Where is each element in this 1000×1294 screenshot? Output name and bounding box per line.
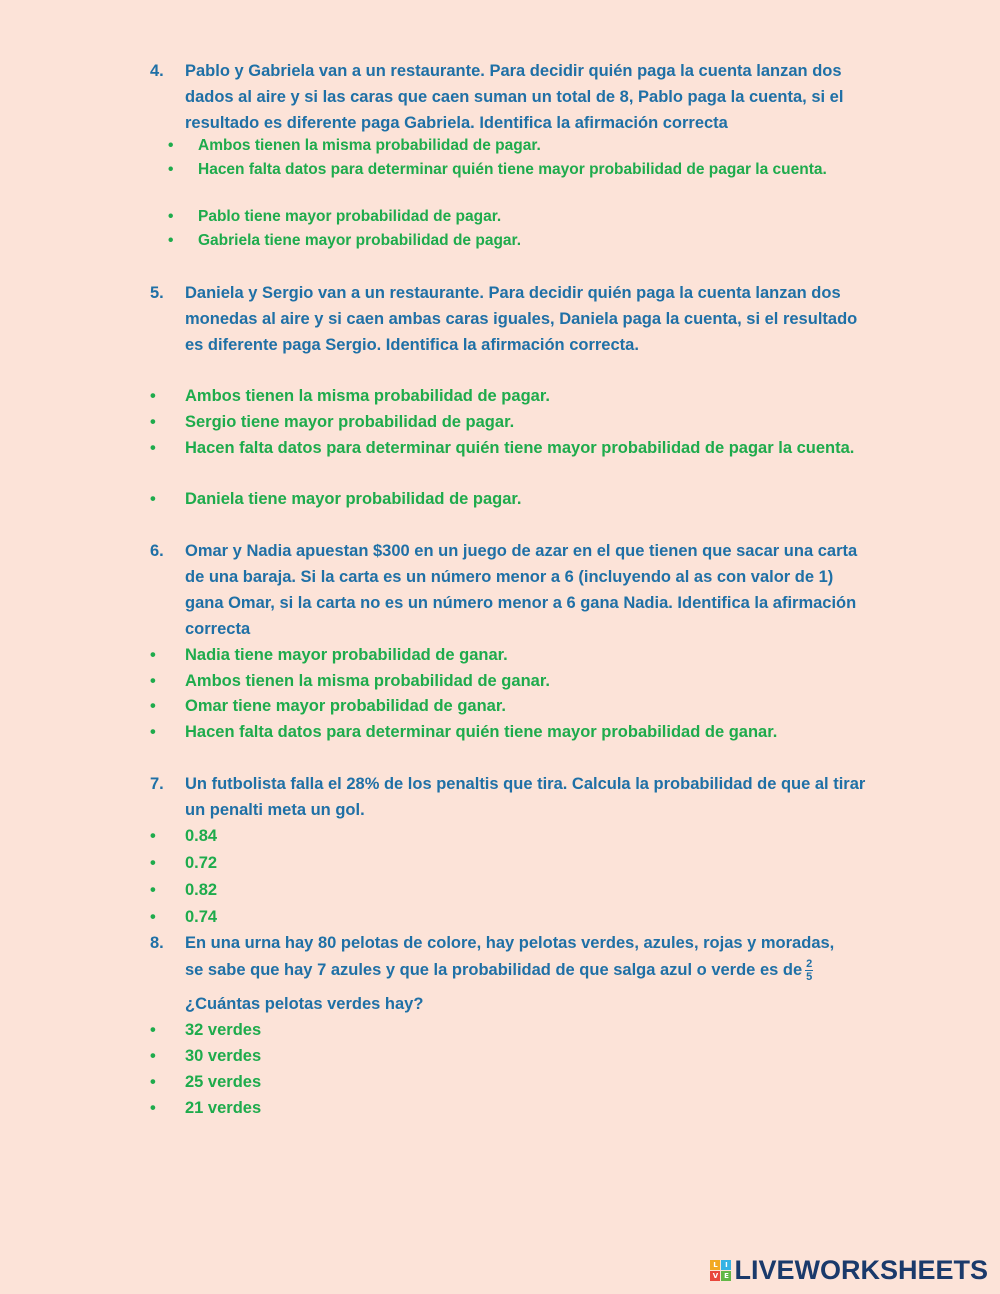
question-text: Pablo y Gabriela van a un restaurante. Para decidir quién paga la cuenta lanzan dos dados al aire y si las caras que caen suman un total de 8, Pablo paga la cuenta, si el resultado es diferente paga Gabriela. Identifica la afirmación correcta [185,62,844,132]
logo-letter: I [721,1260,731,1270]
question-number: 8. [150,934,164,952]
option-text: 21 verdes [185,1099,262,1117]
option[interactable] [150,134,870,158]
option[interactable] [150,1017,870,1043]
question-text: Un futbolista falla el 28% de los penaltis que tira. Calcula la probabilidad de que al tirar un penalti meta un gol. [185,775,866,819]
bullet: • [150,1021,156,1039]
option-text: Ambos tienen la misma probabilidad de ganar. [185,672,550,690]
option-text: Ambos tienen la misma probabilidad de pagar. [198,137,541,154]
question-text-line-2: se sabe que hay 7 azules y que la probabilidad de que salga azul o verde es de [185,961,803,979]
bullet: • [150,723,156,741]
logo-letter: E [721,1271,731,1281]
option[interactable] [150,158,870,182]
bullet: • [150,908,156,926]
option-text: Pablo tiene mayor probabilidad de pagar. [198,208,502,225]
question-text: Omar y Nadia apuestan $300 en un juego de azar en el que tienen que sacar una carta de una baraja. Si la carta es un número menor a 6 (incluyendo al as con valor de 1) gana Omar, si la carta no es un número menor a 6 gana Nadia. Identifica la afirmación correcta [185,542,858,638]
option[interactable] [150,435,870,461]
liveworksheets-logo [710,1256,988,1284]
question-number: 7. [150,775,164,793]
option[interactable] [150,1043,870,1069]
bullet: • [150,1073,156,1091]
logo-letter: L [710,1260,720,1270]
option[interactable] [150,850,870,876]
option[interactable] [150,383,870,409]
logo-text: LIVEWORKSHEETS [734,1254,988,1285]
bullet: • [168,208,174,225]
bullet: • [150,439,156,457]
option[interactable] [150,486,870,512]
bullet: • [150,881,156,899]
question-text-line-3: ¿Cuántas pelotas verdes hay? [185,995,424,1013]
bullet: • [150,827,156,845]
option-text: 32 verdes [185,1021,262,1039]
option[interactable] [150,642,870,668]
question-8-line-2 [150,957,870,983]
option-text: Daniela tiene mayor probabilidad de pagar. [185,490,522,508]
option[interactable] [150,1069,870,1095]
question-text-line-1: En una urna hay 80 pelotas de colore, hay pelotas verdes, azules, rojas y moradas, [185,934,835,952]
question-8-line-3 [150,991,870,1017]
option-text: Gabriela tiene mayor probabilidad de pagar. [198,232,522,249]
option[interactable] [150,229,870,253]
question-5 [150,280,870,358]
option-text: 0.72 [185,854,218,872]
option-text: Hacen falta datos para determinar quién tiene mayor probabilidad de ganar. [185,723,778,741]
bullet: • [150,1047,156,1065]
bullet: • [168,161,174,178]
fraction [805,958,813,983]
option-text: 0.84 [185,827,218,845]
option-text: Omar tiene mayor probabilidad de ganar. [185,697,506,715]
logo-letter: V [710,1271,720,1281]
question-number: 4. [150,62,164,80]
bullet: • [150,646,156,664]
option-text: 30 verdes [185,1047,262,1065]
option[interactable] [150,823,870,849]
option-text: 0.82 [185,881,218,899]
question-4 [150,58,870,136]
question-number: 5. [150,284,164,302]
option-text: 0.74 [185,908,218,926]
option-text: Nadia tiene mayor probabilidad de ganar. [185,646,508,664]
option[interactable] [150,205,870,229]
bullet: • [150,672,156,690]
question-6 [150,538,870,642]
question-8 [150,930,870,956]
bullet: • [150,387,156,405]
question-number: 6. [150,542,164,560]
bullet: • [150,490,156,508]
option-text: 25 verdes [185,1073,262,1091]
question-7 [150,771,870,823]
bullet: • [150,413,156,431]
bullet: • [168,232,174,249]
option-text: Ambos tienen la misma probabilidad de pagar. [185,387,550,405]
bullet: • [150,854,156,872]
bullet: • [150,697,156,715]
option-text: Hacen falta datos para determinar quién tiene mayor probabilidad de pagar la cuenta. [185,439,855,457]
bullet: • [150,1099,156,1117]
option[interactable] [150,904,870,930]
fraction-numerator: 2 [806,958,813,971]
option[interactable] [150,668,870,694]
question-text: Daniela y Sergio van a un restaurante. Para decidir quién paga la cuenta lanzan dos monedas al aire y si caen ambas caras iguales, Daniela paga la cuenta, si el resultado es diferente paga Sergio. Identifica la afirmación correcta. [185,284,858,354]
bullet: • [168,137,174,154]
option-text: Hacen falta datos para determinar quién tiene mayor probabilidad de pagar la cuenta. [198,161,827,178]
fraction-denominator: 5 [806,971,813,984]
option[interactable] [150,409,870,435]
logo-grid-icon [710,1260,731,1281]
option[interactable] [150,877,870,903]
option-text: Sergio tiene mayor probabilidad de pagar. [185,413,515,431]
option[interactable] [150,1095,870,1121]
option[interactable] [150,693,870,719]
option[interactable] [150,719,870,745]
